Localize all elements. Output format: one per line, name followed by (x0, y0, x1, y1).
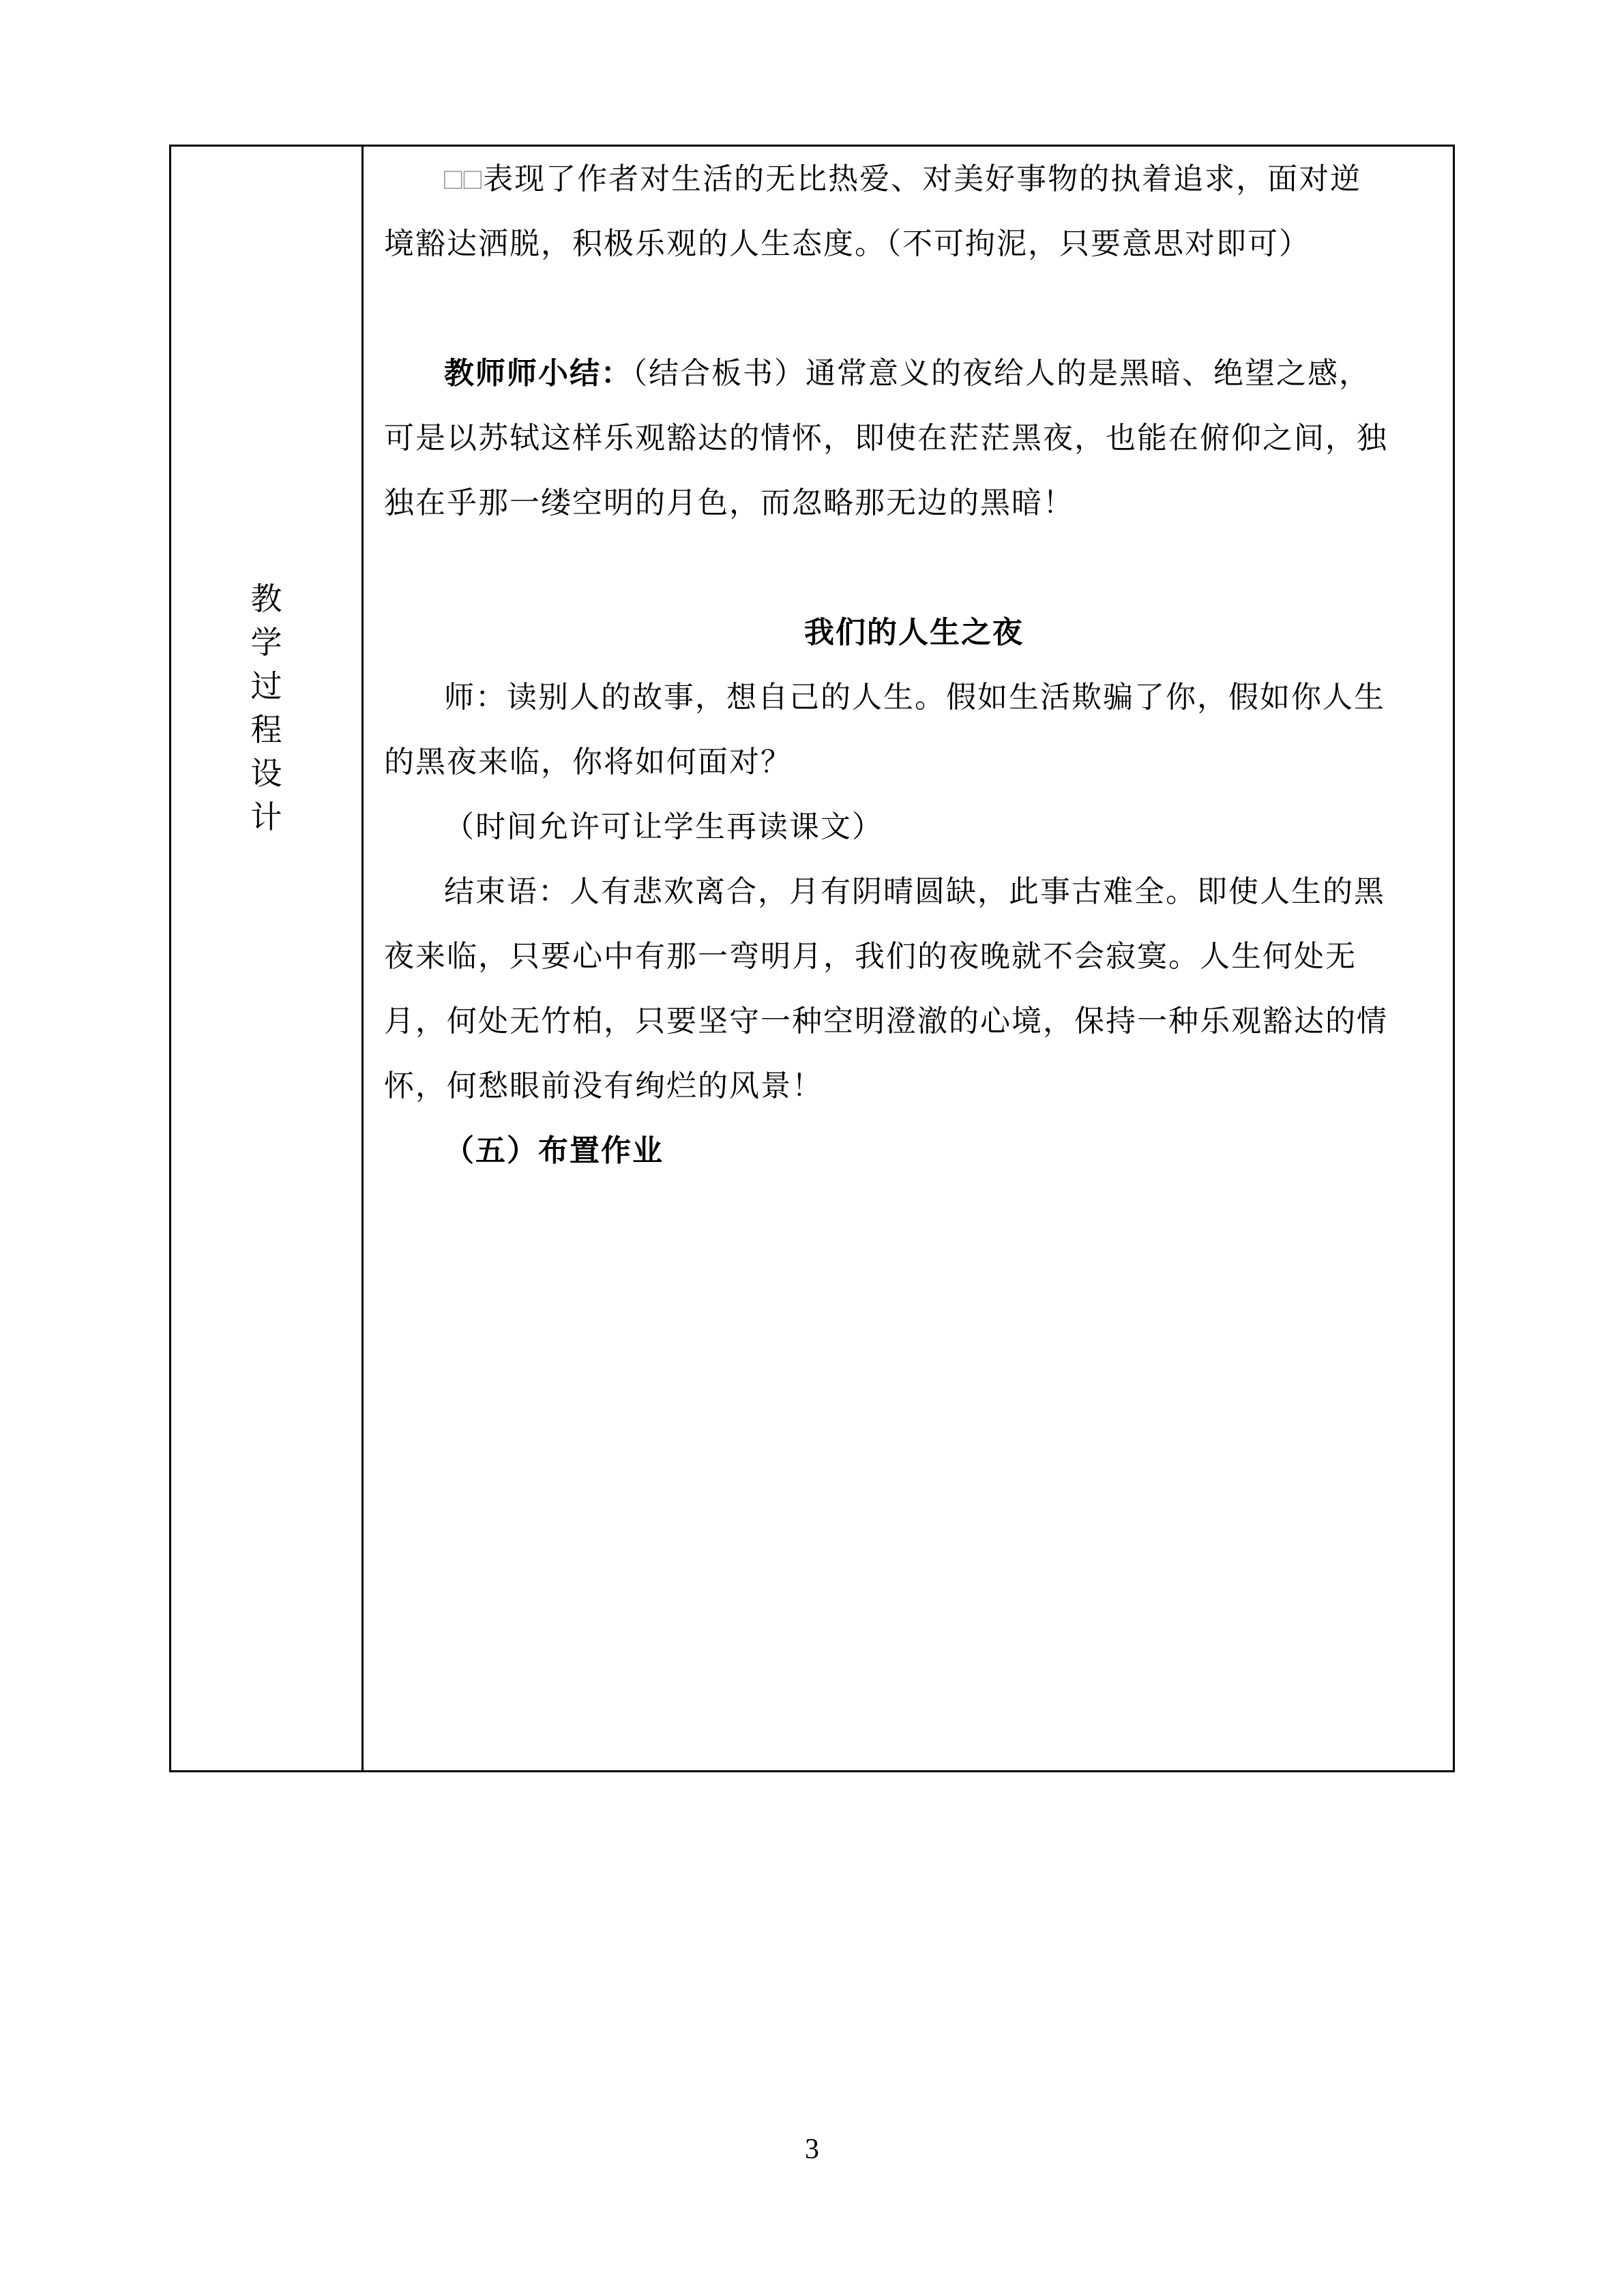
text-line: 怀，何愁眼前没有绚烂的风景！ (384, 1069, 823, 1103)
text-line: 月，何处无竹柏，只要坚守一种空明澄澈的心境，保持一种乐观豁达的情 (384, 1004, 1388, 1038)
text-line: 的黑夜来临，你将如何面对？ (384, 745, 792, 779)
blank-line (384, 535, 1444, 600)
text-line: 教师师小结：（结合板书）通常意义的夜给人的是黑暗、绝望之感， (444, 357, 1370, 390)
missing-glyph-boxes: □□ (444, 162, 484, 196)
page-number: 3 (805, 2134, 819, 2165)
text-line: 境豁达洒脱，积极乐观的人生态度。（不可拘泥，只要意思对即可） (384, 227, 1310, 260)
text-line: 可是以苏轼这样乐观豁达的情怀，即使在茫茫黑夜，也能在俯仰之间，独 (384, 421, 1388, 455)
vertical-label-teaching-process-design (171, 578, 361, 839)
vertical-label-char: 教 (250, 582, 282, 616)
table-cell-stage-label (171, 147, 364, 1770)
text-line: （五）布置作业 (444, 1134, 664, 1167)
text-line: （时间允许可让学生再读课文） (444, 810, 883, 844)
lesson-plan-table (169, 145, 1455, 1772)
vertical-label-char: 计 (250, 800, 282, 835)
vertical-label-char: 学 (250, 625, 282, 660)
vertical-label-char: 过 (250, 669, 282, 704)
vertical-label-char: 设 (250, 756, 282, 791)
text-line: 师：读别人的故事，想自己的人生。假如生活欺骗了你，假如你人生 (444, 681, 1385, 714)
text-line: 独在乎那一缕空明的月色，而忽略那无边的黑暗！ (384, 486, 1074, 520)
blank-line (384, 276, 1444, 341)
text-line: 夜来临，只要心中有那一弯明月，我们的夜晚就不会寂寞。人生何处无 (384, 940, 1357, 973)
vertical-label-char: 程 (250, 713, 282, 747)
text-line: 我们的人生之夜 (804, 616, 1024, 649)
text-line: □□表现了作者对生活的无比热爱、对美好事物的执着追求，面对逆 (444, 162, 1362, 196)
text-line: 结束语：人有悲欢离合，月有阴晴圆缺，此事古难全。即使人生的黑 (444, 875, 1385, 908)
bold-lead-in: 教师师小结： (444, 357, 632, 390)
table-cell-content (364, 147, 1453, 1770)
